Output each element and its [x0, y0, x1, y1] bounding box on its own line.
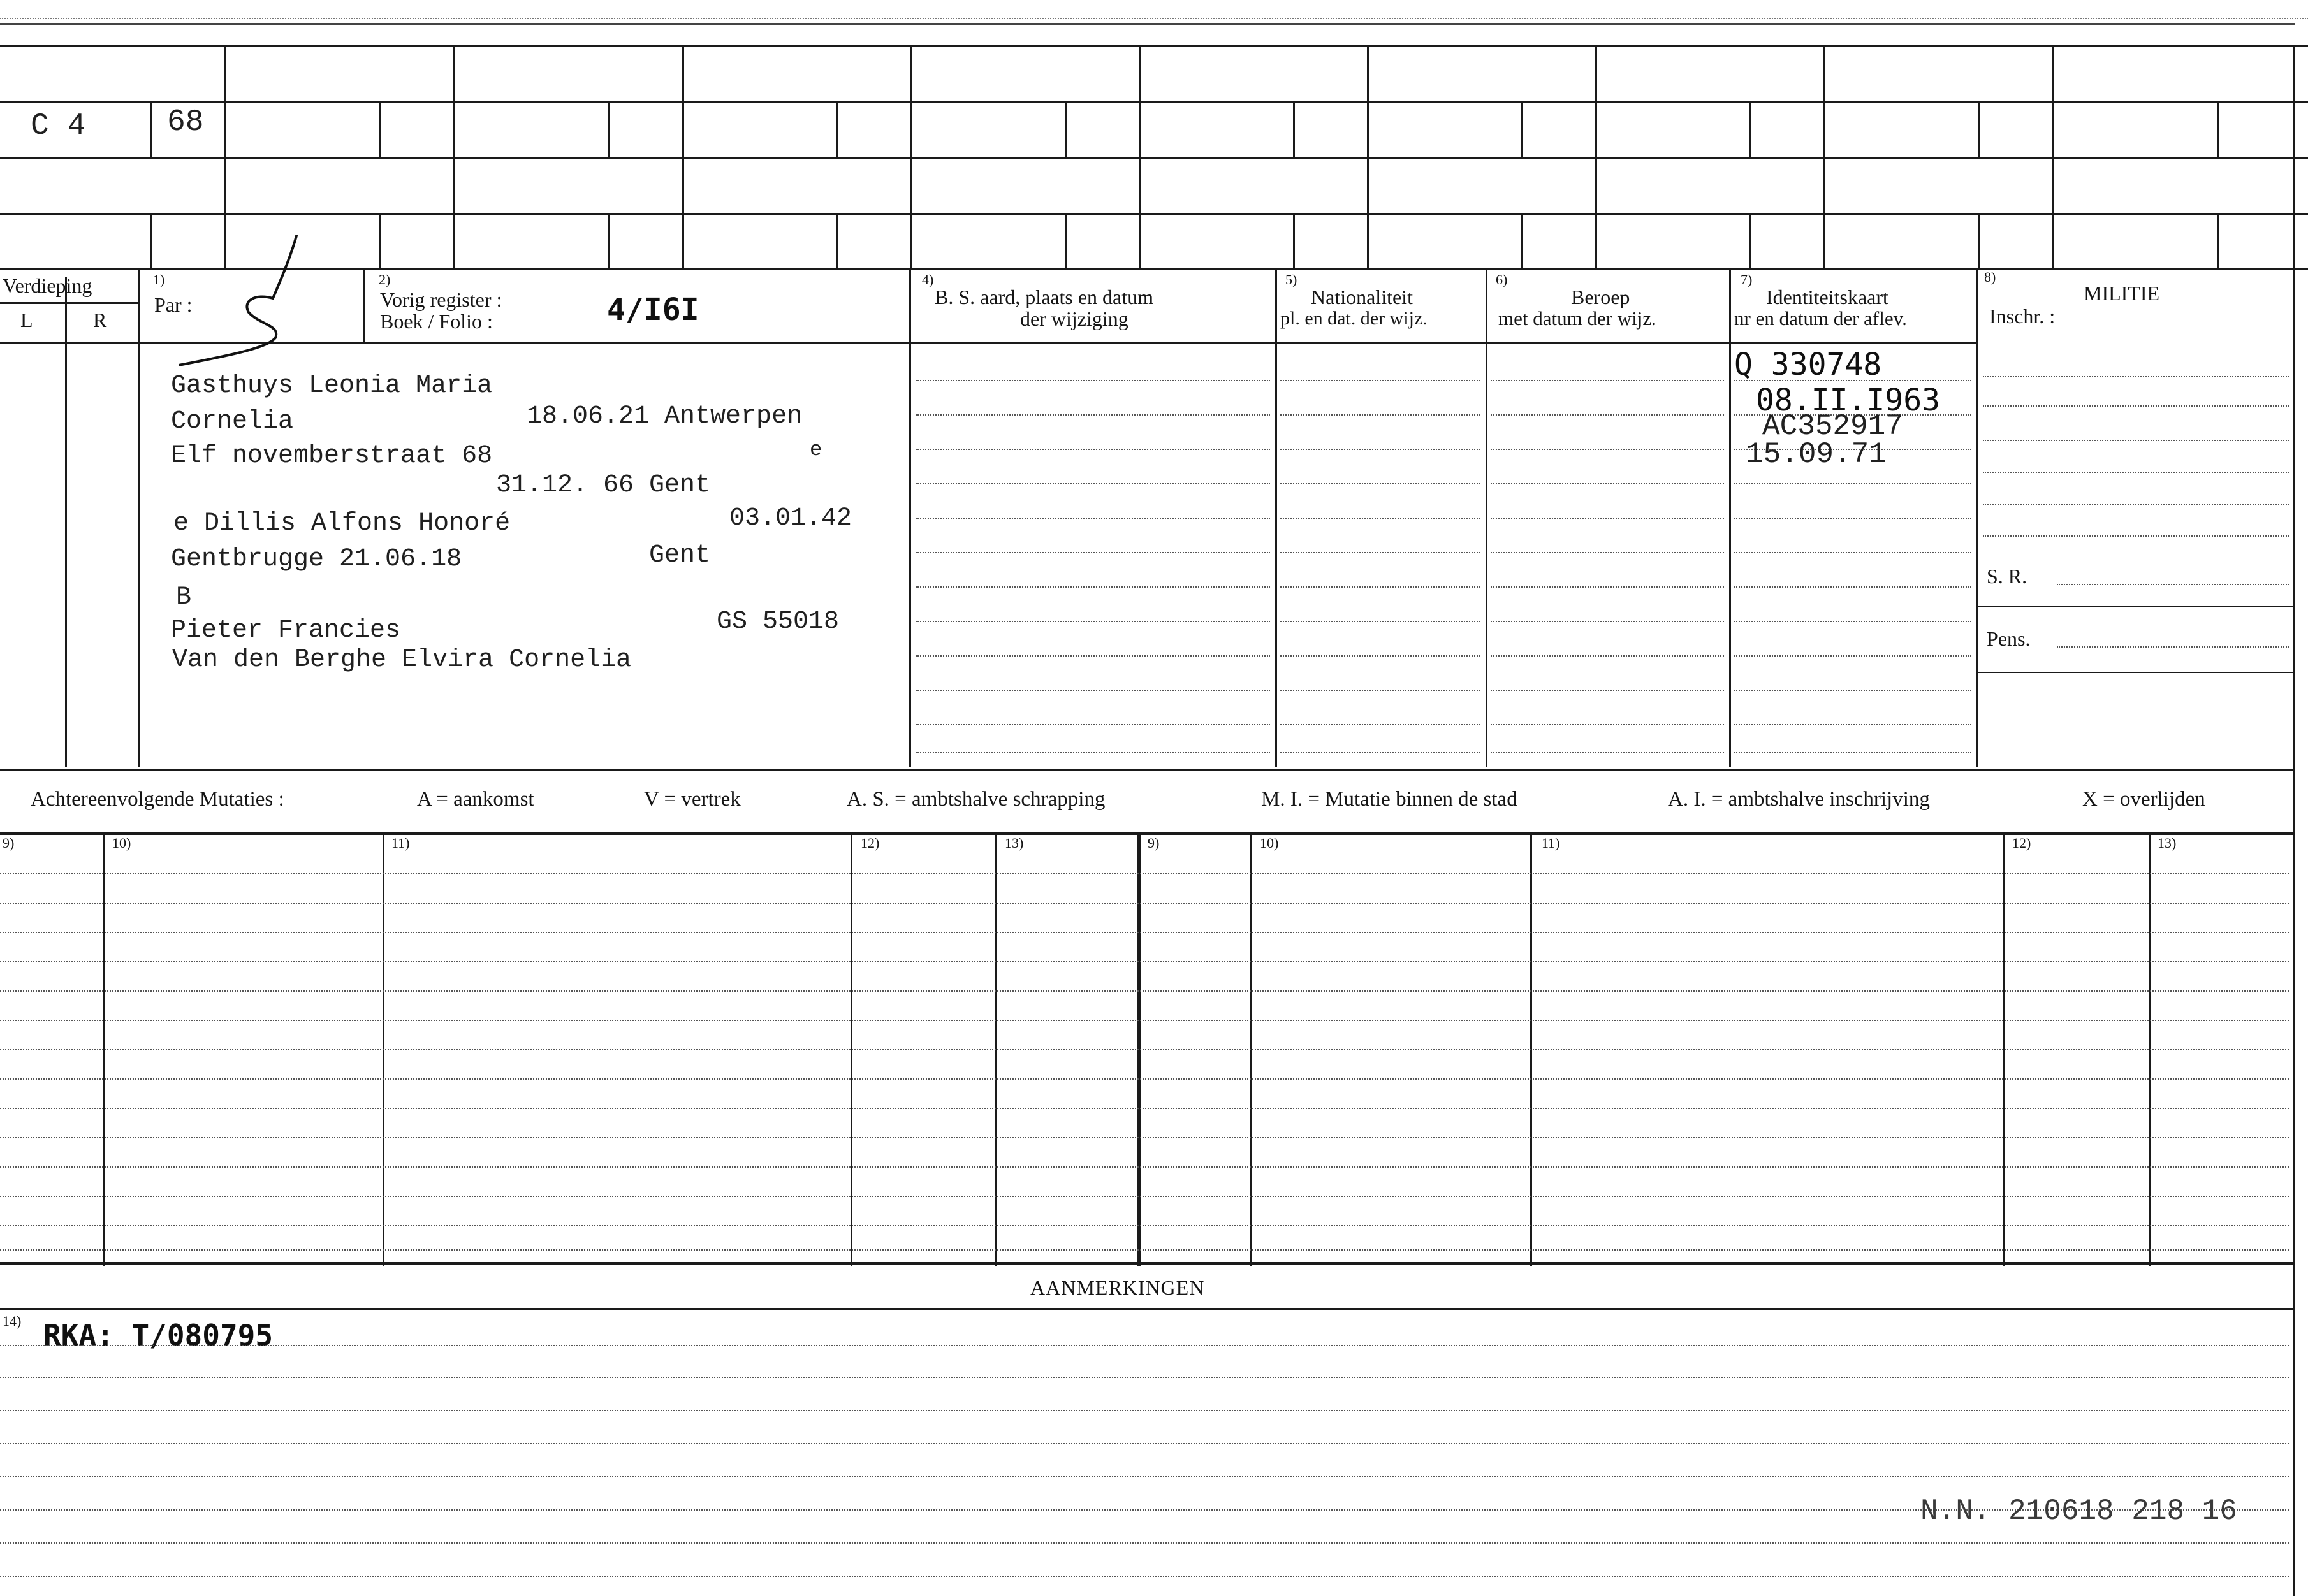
verdieping-label: Verdieping [3, 274, 92, 297]
legend-item: A. S. = ambtshalve schrapping [847, 788, 1106, 811]
scan-edge [0, 18, 2308, 19]
verdieping-left: L [20, 308, 33, 331]
col-num: 11) [391, 835, 410, 851]
id-card-number: Q 330748 [1734, 347, 1882, 382]
person-line: Gasthuys Leonia Maria [171, 372, 493, 400]
remarks-stamp: RKA: T/080795 [43, 1318, 274, 1353]
legend-item: X = overlijden [2082, 788, 2205, 811]
beroep-num: 6) [1496, 272, 1508, 287]
nat-num: 5) [1285, 272, 1297, 287]
vorig-num: 2) [379, 272, 391, 287]
nat-header-2: pl. en dat. der wijz. [1280, 308, 1428, 329]
id-card-number: AC352917 [1762, 410, 1903, 443]
boek-folio-label: Boek / Folio : [380, 310, 493, 333]
header-code: C 4 [31, 109, 86, 143]
person-line: 18.06.21 Antwerpen [527, 402, 803, 431]
id-header-1: Identiteitskaart [1766, 286, 1888, 308]
col-num: 11) [1542, 835, 1560, 851]
person-line: GS 55018 [717, 607, 840, 636]
militie-header: MILITIE [2084, 282, 2160, 305]
remarks-num: 14) [3, 1313, 22, 1329]
col-num: 10) [1260, 835, 1279, 851]
person-line: e [810, 438, 822, 461]
beroep-header-2: met datum der wijz. [1498, 307, 1656, 330]
vorig-register-label: Vorig register : [380, 288, 502, 311]
remarks-title: AANMERKINGEN [1030, 1276, 1205, 1299]
col-num: 12) [2012, 835, 2031, 851]
person-line: B [176, 583, 192, 612]
par-num: 1) [153, 272, 165, 287]
par-label: Par : [154, 293, 193, 316]
person-line: Elf novemberstraat 68 [171, 442, 493, 470]
legend-item: V = vertrek [644, 788, 741, 811]
verdieping-right: R [93, 308, 107, 331]
person-line: Pieter Francies [171, 616, 401, 645]
pens-label: Pens. [1987, 627, 2031, 650]
nat-header-1: Nationaliteit [1311, 286, 1413, 308]
legend-item: A = aankomst [417, 788, 534, 811]
right-edge [2293, 268, 2295, 1596]
col-num: 9) [3, 835, 15, 851]
col-num: 10) [112, 835, 131, 851]
legend-item: M. I. = Mutatie binnen de stad [1261, 788, 1517, 811]
folio-value: 4/I6I [607, 292, 699, 328]
bs-header-2: der wijziging [1020, 307, 1128, 330]
id-header-2: nr en datum der aflev. [1734, 307, 1907, 330]
col-num: 13) [1005, 835, 1024, 851]
legend-item: A. I. = ambtshalve inschrijving [1668, 788, 1930, 811]
footer-number: N.N. 210618 218 16 [1920, 1495, 2237, 1528]
person-line: Gentbrugge 21.06.18 [171, 545, 462, 574]
id-card-date: 08.II.I963 [1756, 382, 1940, 418]
sr-label: S. R. [1987, 565, 2027, 588]
person-line: 03.01.42 [729, 504, 852, 533]
col-num: 13) [2158, 835, 2177, 851]
top-border [0, 23, 2295, 25]
mutations-title: Achtereenvolgende Mutaties : [31, 788, 284, 811]
header-number: 68 [167, 105, 204, 140]
beroep-header-1: Beroep [1571, 286, 1630, 308]
person-line: 31.12. 66 Gent [496, 471, 711, 500]
militie-num: 8) [1984, 269, 1996, 285]
col-num: 12) [861, 835, 880, 851]
person-line: Van den Berghe Elvira Cornelia [172, 646, 632, 674]
col-num: 9) [1148, 835, 1160, 851]
id-card-date: 15.09.71 [1746, 438, 1887, 471]
person-line: Gent [649, 541, 711, 570]
bs-header-1: B. S. aard, plaats en datum [935, 286, 1154, 308]
par-signature [179, 229, 306, 370]
bs-num: 4) [922, 272, 934, 287]
inschr-label: Inschr. : [1989, 305, 2056, 328]
person-line: Cornelia [171, 407, 294, 436]
person-line: e Dillis Alfons Honoré [173, 509, 511, 538]
id-num: 7) [1741, 272, 1753, 287]
